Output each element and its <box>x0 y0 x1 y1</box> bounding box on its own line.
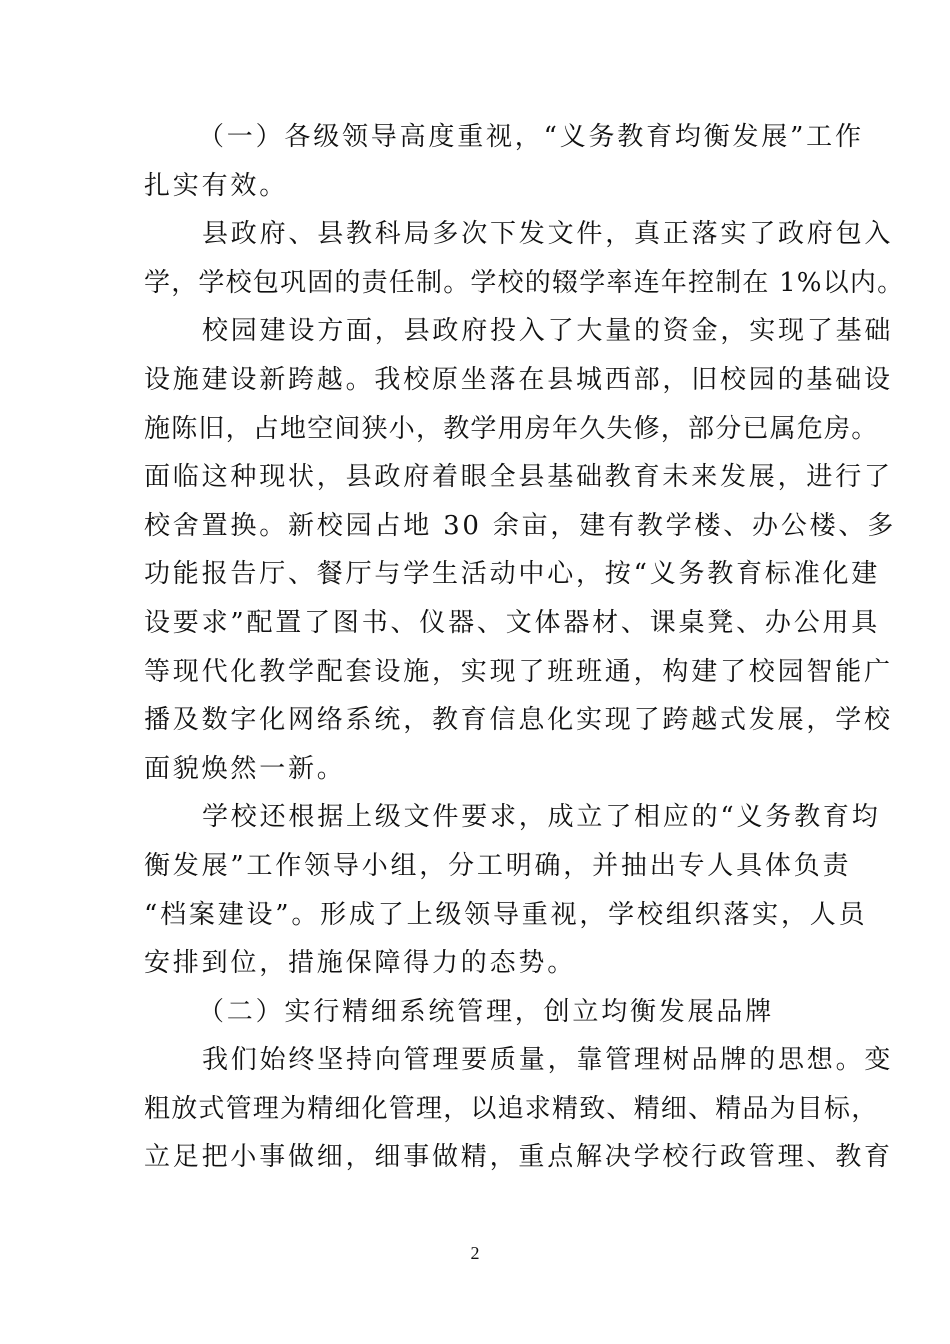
section-heading-1: （一）各级领导高度重视，“义务教育均衡发展”工作 <box>198 122 864 152</box>
text-line: 衡发展”工作领导小组，分工明确，并抽出专人具体负责 <box>144 850 852 881</box>
text-line: 等现代化教学配套设施，实现了班班通，构建了校园智能广 <box>144 656 893 687</box>
text-line: 功能报告厅、餐厅与学生活动中心，按“义务教育标准化建 <box>144 559 881 590</box>
text-line: “档案建设”。形成了上级领导重视，学校组织落实，人员 <box>144 899 868 930</box>
text-line: 设要求”配置了图书、仪器、文体器材、课桌凳、办公用具 <box>144 607 881 638</box>
text-line: 播及数字化网络系统，教育信息化实现了跨越式发展，学校 <box>144 705 893 736</box>
text-line: 学校还根据上级文件要求，成立了相应的“义务教育均 <box>202 802 881 833</box>
section-heading-2: （二）实行精细系统管理，创立均衡发展品牌 <box>198 996 775 1027</box>
text-line: 粗放式管理为精细化管理，以追求精致、精细、精品为目标， <box>144 1093 879 1124</box>
text-line: 施陈旧，占地空间狭小，教学用房年久失修，部分已属危房。 <box>144 413 879 444</box>
text-line: 面临这种现状，县政府着眼全县基础教育未来发展，进行了 <box>144 462 893 493</box>
text-line: 学，学校包巩固的责任制。学校的辍学率连年控制在 1%以内。 <box>144 267 905 298</box>
text-line: 设施建设新跨越。我校原坐落在县城西部，旧校园的基础设 <box>144 364 893 395</box>
page-number: 2 <box>470 1243 480 1263</box>
text-line: 县政府、县教科局多次下发文件，真正落实了政府包入 <box>202 219 894 250</box>
document-body <box>144 113 905 1182</box>
text-line: 校园建设方面，县政府投入了大量的资金，实现了基础 <box>202 316 894 347</box>
text-line: 面貌焕然一新。 <box>144 753 346 784</box>
text-line: 校舍置换。新校园占地 30 余亩，建有教学楼、办公楼、多 <box>144 510 897 541</box>
text-line: 扎实有效。 <box>144 170 289 201</box>
text-line: 立足把小事做细，细事做精，重点解决学校行政管理、教育 <box>144 1142 893 1173</box>
text-line: 安排到位，措施保障得力的态势。 <box>144 948 577 979</box>
text-line: 我们始终坚持向管理要质量，靠管理树品牌的思想。变 <box>202 1045 894 1076</box>
